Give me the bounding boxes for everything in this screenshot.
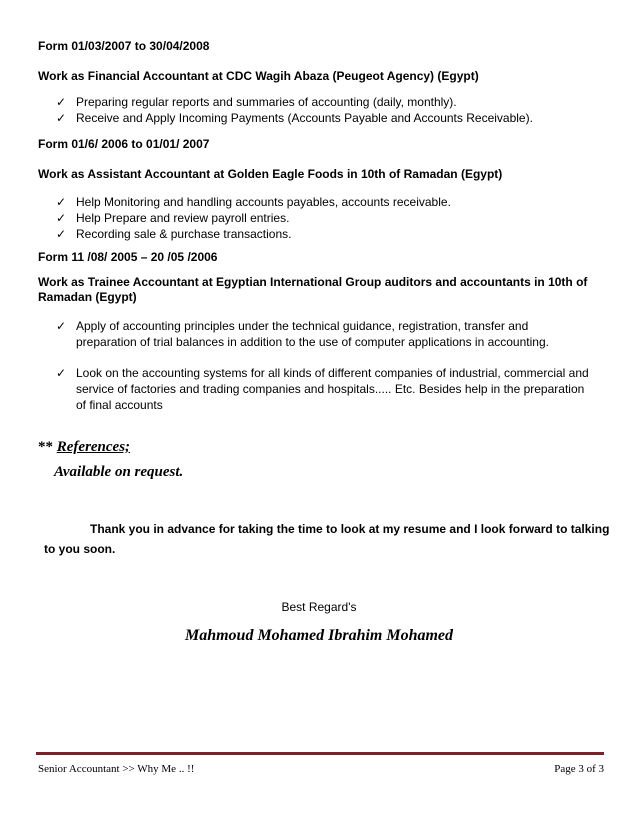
check-icon: ✓ xyxy=(56,195,67,209)
role-3: Work as Trainee Accountant at Egyptian International Group auditors and accountants in 10th of Ramadan (Egypt) xyxy=(38,275,588,304)
list-item: ✓ Receive and Apply Incoming Payments (Accounts Payable and Accounts Receivable). xyxy=(56,111,533,125)
page-number: Page 3 of 3 xyxy=(554,763,604,775)
role-2: Work as Assistant Accountant at Golden Eagle Foods in 10th of Ramadan (Egypt) xyxy=(38,167,503,181)
check-icon: ✓ xyxy=(56,366,67,380)
footer-divider xyxy=(36,752,604,755)
references-heading xyxy=(38,439,130,456)
signature-name: Mahmoud Mohamed Ibrahim Mohamed xyxy=(184,627,454,644)
check-icon: ✓ xyxy=(56,319,67,333)
thank-you-note: Thank you in advance for taking the time to look at my resume and I look forward to talking to you soon. xyxy=(44,522,610,556)
check-icon: ✓ xyxy=(56,211,67,225)
period-3: Form 11 /08/ 2005 – 20 /05 /2006 xyxy=(38,250,218,264)
check-icon: ✓ xyxy=(56,111,67,125)
best-regards: Best Regard's xyxy=(281,600,357,614)
footer-title: Senior Accountant >> Why Me .. !! xyxy=(38,763,195,775)
references-prefix: ** xyxy=(38,439,53,455)
list-item: ✓ Apply of accounting principles under the technical guidance, registration, transfer and preparation of trial balances in addition to the use of computer applications in accounting. xyxy=(56,319,549,349)
list-item: ✓ Look on the accounting systems for all kinds of different companies of industrial, commercial and service of factories and trading companies and hospitals..... Etc. Besides help in the preparation of final accounts xyxy=(56,366,589,412)
list-item: ✓ Recording sale & purchase transactions. xyxy=(56,227,292,241)
duties-list-3 xyxy=(56,318,591,413)
references-body: Available on request. xyxy=(54,464,184,480)
period-1: Form 01/03/2007 to 30/04/2008 xyxy=(38,39,210,53)
list-item: ✓ Help Monitoring and handling accounts payables, accounts receivable. xyxy=(56,195,451,209)
role-1: Work as Financial Accountant at CDC Wagih Abaza (Peugeot Agency) (Egypt) xyxy=(38,69,479,83)
check-icon: ✓ xyxy=(56,95,67,109)
check-icon: ✓ xyxy=(56,227,67,241)
list-item: ✓ Preparing regular reports and summaries of accounting (daily, monthly). xyxy=(56,95,457,109)
duties-list-2 xyxy=(56,194,596,242)
references-title: References; xyxy=(56,439,131,455)
duties-list-1 xyxy=(56,94,596,126)
period-2: Form 01/6/ 2006 to 01/01/ 2007 xyxy=(38,137,210,151)
list-item: ✓ Help Prepare and review payroll entries. xyxy=(56,211,290,225)
